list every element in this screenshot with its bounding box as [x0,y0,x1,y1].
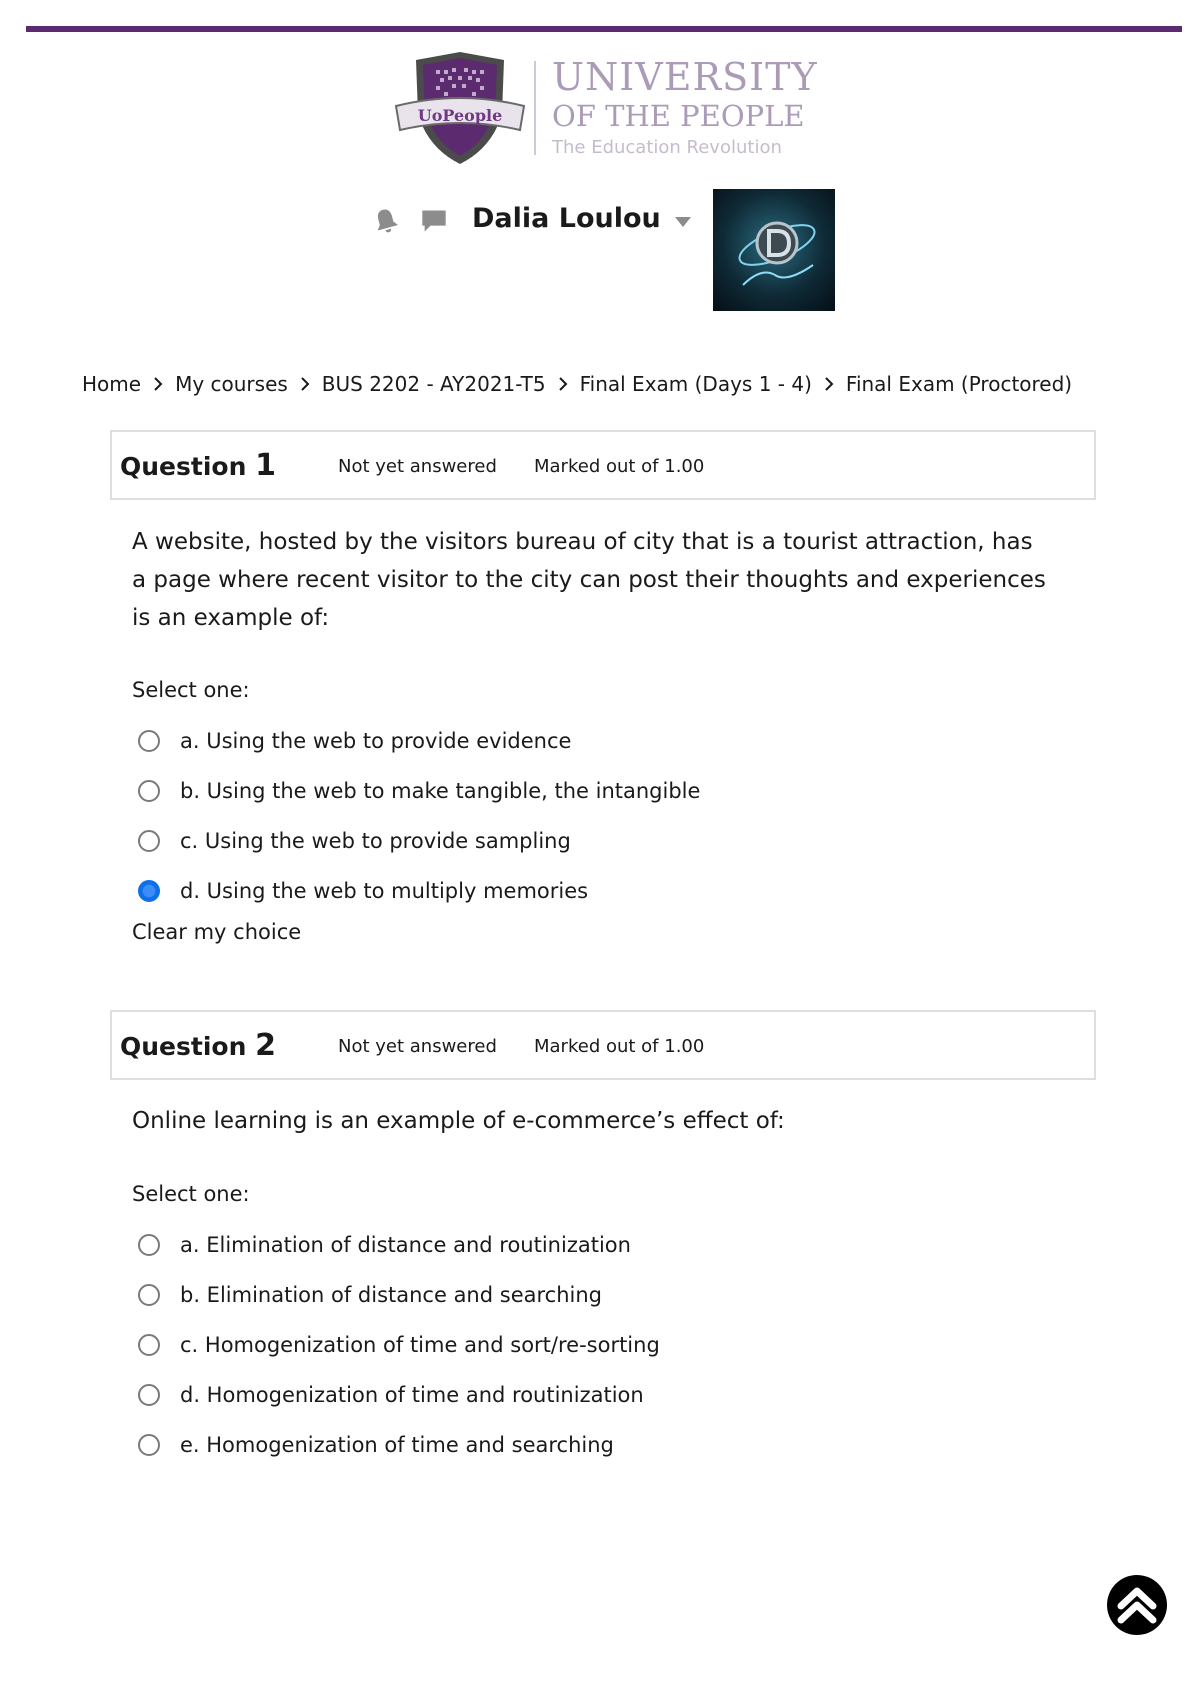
answer-option[interactable] [138,1320,660,1370]
breadcrumb-final-exam-days[interactable]: Final Exam (Days 1 - 4) [579,372,812,396]
breadcrumb-final-exam-proctored[interactable]: Final Exam (Proctored) [845,372,1073,396]
radio-button[interactable] [138,1384,160,1406]
answer-option[interactable] [138,1270,660,1320]
answer-label[interactable]: a. Elimination of distance and routinization [180,1233,631,1257]
answer-label[interactable]: b. Elimination of distance and searching [180,1283,602,1307]
radio-button[interactable] [138,780,160,802]
chevron-down-icon[interactable] [675,217,691,227]
answer-option[interactable] [138,1420,660,1470]
answer-label[interactable]: d. Homogenization of time and routinization [180,1383,644,1407]
radio-button[interactable] [138,830,160,852]
radio-button[interactable] [138,1334,160,1356]
back-to-top-button[interactable] [1107,1575,1167,1635]
university-logo[interactable] [392,50,818,166]
question-1-text: A website, hosted by the visitors bureau of city that is a tourist attraction, has a page where recent visitor to the city can post their thoughts and experiences is an example of: [132,529,1046,631]
answer-label[interactable]: e. Homogenization of time and searching [180,1433,614,1457]
breadcrumb-course[interactable]: BUS 2202 - AY2021-T5 [321,372,546,396]
answer-label[interactable]: c. Using the web to provide sampling [180,829,571,853]
answer-label[interactable]: c. Homogenization of time and sort/re-sorting [180,1333,660,1357]
answer-label[interactable]: d. Using the web to multiply memories [180,879,589,903]
question-2-grade: Marked out of 1.00 [534,1036,705,1057]
logo-line-of-the-people: OF THE PEOPLE [552,99,805,133]
question-2-title: Question 2 [120,1028,276,1063]
question-1-title: Question 1 [120,448,276,483]
message-icon[interactable] [420,207,448,235]
logo-divider [534,61,536,155]
top-accent-bar [26,26,1182,32]
radio-button[interactable] [138,1284,160,1306]
chevron-right-icon [558,376,568,392]
question-1-state: Not yet answered [338,456,497,477]
user-name[interactable]: Dalia Loulou [472,203,661,234]
logo-tagline: The Education Revolution [552,137,782,158]
logo-line-university: UNIVERSITY [552,55,818,99]
question-1-info [110,430,1096,500]
svg-text:UoPeople: UoPeople [417,106,503,125]
notification-bell-icon[interactable] [372,207,400,235]
double-chevron-up-icon [1114,1582,1160,1628]
answer-option[interactable] [138,766,700,816]
question-1-grade: Marked out of 1.00 [534,456,705,477]
clear-my-choice-link[interactable]: Clear my choice [132,920,302,944]
radio-button-selected[interactable] [138,880,160,902]
answer-label[interactable]: b. Using the web to make tangible, the intangible [180,779,701,803]
radio-button[interactable] [138,1434,160,1456]
uopeople-shield-logo [392,50,528,166]
chevron-right-icon [824,376,834,392]
question-1-select-label: Select one: [132,678,250,702]
answer-option[interactable] [138,1370,660,1420]
question-1-answers [138,716,700,916]
answer-option[interactable] [138,866,700,916]
radio-button[interactable] [138,1234,160,1256]
user-menu [372,189,835,311]
question-2-select-label: Select one: [132,1182,250,1206]
chevron-right-icon [153,376,163,392]
answer-option[interactable] [138,1220,660,1270]
answer-label[interactable]: a. Using the web to provide evidence [180,729,572,753]
avatar[interactable] [713,189,835,311]
question-2-info [110,1010,1096,1080]
radio-button[interactable] [138,730,160,752]
logo-wordmark [552,55,818,158]
chevron-right-icon [300,376,310,392]
breadcrumb-home[interactable]: Home [82,372,142,396]
answer-option[interactable] [138,816,700,866]
question-2-state: Not yet answered [338,1036,497,1057]
question-2-answers [138,1220,660,1470]
question-2-text: Online learning is an example of e-commerce’s effect of: [132,1108,785,1134]
breadcrumb [82,372,1072,396]
answer-option[interactable] [138,716,700,766]
breadcrumb-my-courses[interactable]: My courses [175,372,288,396]
